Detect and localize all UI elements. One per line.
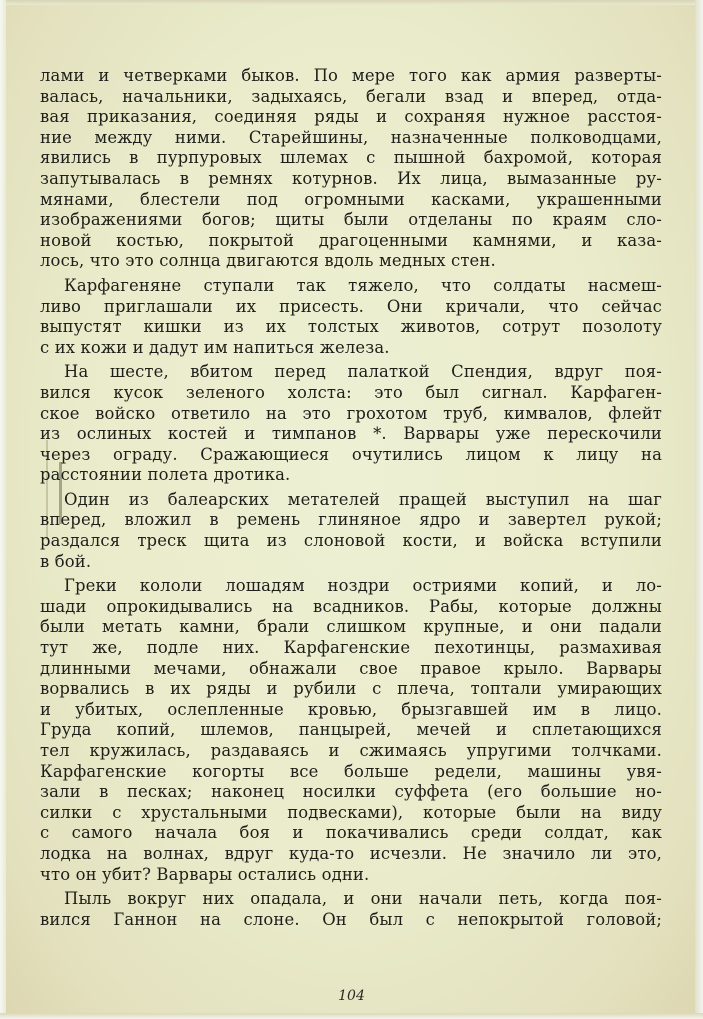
text-line: новой костью, покрытой драгоценными камнями, и каза- <box>40 230 662 250</box>
text-line: выпустят кишки из их толстых животов, сотрут позолоту <box>40 317 662 337</box>
text-line: изображениями богов; щиты были отделаны по краям сло- <box>40 210 662 230</box>
paragraph <box>40 576 662 885</box>
paragraph <box>40 276 662 358</box>
text-line: На шесте, вбитом перед палаткой Спендия, вдруг поя- <box>64 362 662 382</box>
text-line: Один из балеарских метателей пращей выступил на шаг <box>64 489 662 509</box>
text-line: с самого начала боя и покачивались среди солдат, как <box>40 823 662 843</box>
text-line: валась, начальники, задыхаясь, бегали взад и вперед, отда- <box>40 86 662 106</box>
text-line: что он убит? Варвары остались одни. <box>40 864 370 884</box>
text-line: через ограду. Сражающиеся очутились лицом к лицу на <box>40 444 662 464</box>
text-line: зали в песках; наконец носилки суффета (его большие но- <box>40 782 662 802</box>
body-text <box>40 66 662 930</box>
text-line: из ослиных костей и тимпанов *. Варвары уже перескочили <box>40 424 662 444</box>
text-line: и убитых, ослепленные кровью, брызгавшей им в лицо. <box>40 699 662 719</box>
text-line: были метать камни, брали слишком крупные, и они падали <box>40 617 662 637</box>
text-line: длинными мечами, обнажали свое правое крыло. Варвары <box>40 658 662 678</box>
text-line: с их кожи и дадут им напиться железа. <box>40 337 390 357</box>
page-edge-top <box>0 0 703 5</box>
paragraph <box>40 362 662 486</box>
paragraph <box>40 490 662 572</box>
text-line: вая приказания, соединяя ряды и сохраняя нужное расстоя- <box>40 107 662 127</box>
text-line: вился кусок зеленого холста: это был сигнал. Карфаген- <box>40 382 662 402</box>
text-line: ние между ними. Старейшины, назначенные полководцами, <box>40 127 662 147</box>
page-edge-right <box>695 0 703 1019</box>
text-line: Карфагенские когорты все больше редели, машины увя- <box>40 761 662 781</box>
paragraph <box>40 66 662 272</box>
text-line: ворвались в их ряды и рубили с плеча, топтали умирающих <box>40 679 662 699</box>
paragraph <box>40 889 662 930</box>
text-line: ское войско ответило на это грохотом труб, кимвалов, флейт <box>40 403 662 423</box>
text-line: шади опрокидывались на всадников. Рабы, которые должны <box>40 596 662 616</box>
text-line: мянами, блестели под огромными касками, украшенными <box>40 189 662 209</box>
text-line: запутывалась в ремнях котурнов. Их лица, вымазанные ру- <box>40 168 662 188</box>
text-line: вперед, вложил в ремень глиняное ядро и завертел рукой; <box>40 510 662 530</box>
text-line: лось, что это солнца двигаются вдоль медных стен. <box>40 251 496 271</box>
page-number: 104 <box>338 988 365 1004</box>
text-line: лодка на волнах, вдруг куда-то исчезли. Не значило ли это, <box>40 843 662 863</box>
text-line: Пыль вокруг них опадала, и они начали петь, когда поя- <box>64 889 662 909</box>
text-line: в бой. <box>40 551 92 571</box>
text-line: Карфагеняне ступали так тяжело, что солдаты насмеш- <box>64 275 662 295</box>
text-line: тел кружилась, раздаваясь и сжимаясь упругими толчками. <box>40 741 662 760</box>
text-line: вился Ганнон на слоне. Он был с непокрытой головой; <box>40 909 662 929</box>
text-line: лами и четверками быков. По мере того как армия разверты- <box>40 66 662 85</box>
text-line: силки с хрустальными подвесками), которые были на виду <box>40 802 662 822</box>
text-line: тут же, подле них. Карфагенские пехотинцы, размахивая <box>40 638 662 658</box>
text-line: раздался треск щита из слоновой кости, и войска вступили <box>40 531 662 551</box>
page-edge-left <box>0 0 6 1019</box>
text-line: Груда копий, шлемов, панцырей, мечей и сплетающихся <box>40 720 662 740</box>
page-edge-bottom <box>0 1013 703 1019</box>
text-line: явились в пурпуровых шлемах с пышной бахромой, которая <box>40 148 662 168</box>
text-line: Греки кололи лошадям ноздри остриями копий, и ло- <box>64 576 662 596</box>
text-line: ливо приглашали их присесть. Они кричали, что сейчас <box>40 296 662 316</box>
text-line: расстоянии полета дротика. <box>40 465 291 485</box>
